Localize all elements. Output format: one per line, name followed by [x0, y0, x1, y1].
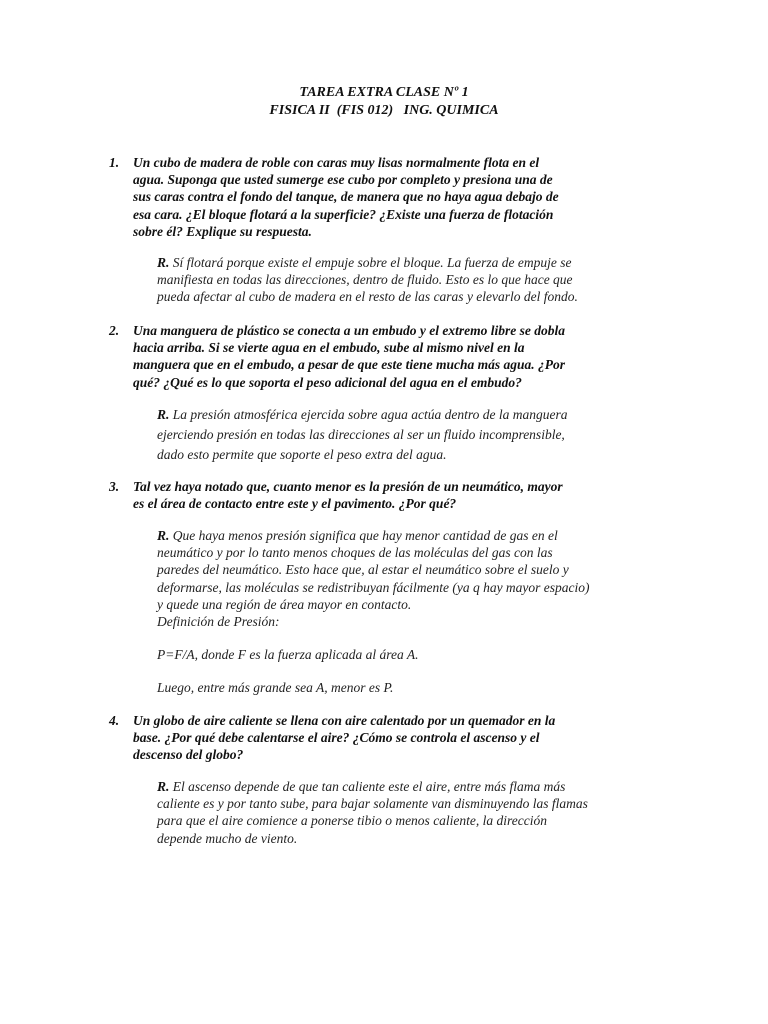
- question-1: [109, 154, 663, 240]
- answer-line: neumático y por lo tanto menos choques de las moléculas del gas con las: [157, 545, 553, 561]
- question-line: es el área de contacto entre este y el pavimento. ¿Por qué?: [133, 496, 457, 512]
- conclusion-line: Luego, entre más grande sea A, menor es P.: [157, 680, 394, 695]
- question-number: 2.: [109, 323, 120, 338]
- question-number: 1.: [109, 155, 120, 170]
- question-line: qué? ¿Qué es lo que soporta el peso adicional del agua en el embudo?: [133, 374, 522, 390]
- document-title: TAREA EXTRA CLASE Nº 1: [299, 85, 469, 100]
- answer-line: R. El ascenso depende de que tan caliente este el aire, entre más flama más: [157, 779, 566, 794]
- answer-line: para que el aire comience a ponerse tibio o menos caliente, la dirección: [157, 813, 548, 829]
- question-line: sus caras contra el fondo del tanque, de manera que no haya agua debajo de: [133, 189, 559, 205]
- formula-line: P=F/A, donde F es la fuerza aplicada al área A.: [157, 647, 419, 662]
- question-number: 4.: [109, 713, 120, 728]
- question-2: [109, 322, 663, 391]
- answer-line: depende mucho de viento.: [157, 830, 298, 846]
- answer-line: y quede una región de área mayor en contacto.: [157, 596, 412, 612]
- answer-line: paredes del neumático. Esto hace que, al estar el neumático sobre el suelo y: [157, 562, 569, 578]
- question-3: [109, 478, 663, 512]
- document-subtitle: FISICA II (FIS 012) ING. QUIMICA: [269, 103, 499, 118]
- question-line: descenso del globo?: [133, 747, 244, 763]
- answer-label: R.: [157, 407, 170, 422]
- answer-4: [157, 778, 667, 847]
- question-line: sobre él? Explique su respuesta.: [133, 223, 312, 239]
- answer-line: Definición de Presión:: [157, 614, 280, 630]
- question-4: [109, 712, 663, 764]
- answer-line: caliente es y por tanto sube, para bajar solamente van disminuyendo las flamas: [157, 796, 588, 812]
- question-line: Tal vez haya notado que, cuanto menor es la presión de un neumático, mayor: [133, 479, 563, 494]
- answer-line: pueda afectar al cubo de madera en el resto de las caras y elevarlo del fondo.: [157, 289, 578, 305]
- answer-3: [157, 527, 667, 630]
- answer-line: deformarse, las moléculas se redistribuyan fácilmente (ya q hay mayor espacio): [157, 579, 590, 595]
- answer-line: ejerciendo presión en todas las direcciones al ser un fluido incomprensible,: [157, 427, 565, 442]
- question-line: base. ¿Por qué debe calentarse el aire? ¿Cómo se controla el ascenso y el: [133, 730, 540, 746]
- question-line: Un cubo de madera de roble con caras muy lisas normalmente flota en el: [133, 155, 540, 170]
- question-line: manguera que en el embudo, a pesar de que este tiene mucha más agua. ¿Por: [133, 357, 565, 373]
- answer-2: [157, 405, 667, 465]
- question-line: Un globo de aire caliente se llena con aire calentado por un quemador en la: [133, 713, 556, 728]
- question-line: hacia arriba. Si se vierte agua en el embudo, sube al mismo nivel en la: [133, 340, 525, 356]
- answer-1: [157, 254, 667, 306]
- answer-line: manifiesta en todas las direcciones, dentro de fluido. Esto es lo que hace que: [157, 272, 573, 288]
- answer-label: R.: [157, 779, 170, 794]
- question-line: esa cara. ¿El bloque flotará a la superficie? ¿Existe una fuerza de flotación: [133, 206, 554, 222]
- answer-label: R.: [157, 528, 170, 543]
- answer-line: R. Que haya menos presión significa que hay menor cantidad de gas en el: [157, 528, 558, 543]
- question-line: agua. Suponga que usted sumerge ese cubo por completo y presiona una de: [133, 172, 553, 188]
- answer-line: R. Sí flotará porque existe el empuje sobre el bloque. La fuerza de empuje se: [157, 255, 572, 270]
- question-line: Una manguera de plástico se conecta a un embudo y el extremo libre se dobla: [133, 323, 565, 338]
- question-number: 3.: [109, 479, 120, 494]
- answer-line: R. La presión atmosférica ejercida sobre agua actúa dentro de la manguera: [157, 407, 568, 422]
- answer-line: dado esto permite que soporte el peso extra del agua.: [157, 447, 447, 462]
- answer-label: R.: [157, 255, 170, 270]
- document-header: [0, 84, 768, 120]
